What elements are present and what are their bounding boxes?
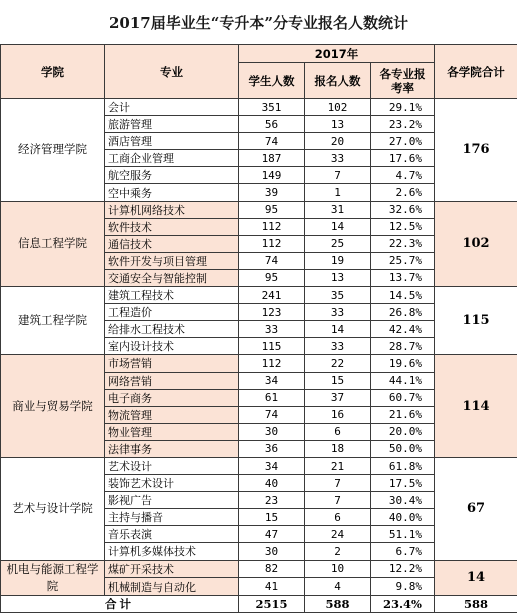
college-name: 机电与能源工程学院 [1, 560, 105, 595]
student-count: 39 [239, 184, 305, 201]
major-name: 会计 [105, 99, 239, 116]
application-rate: 60.7% [371, 389, 435, 406]
applicant-count: 2 [305, 543, 371, 560]
application-rate: 30.4% [371, 492, 435, 509]
summary-total: 588 [435, 596, 517, 613]
applicant-count: 35 [305, 287, 371, 304]
applicant-count: 20 [305, 133, 371, 150]
student-count: 47 [239, 526, 305, 543]
application-rate: 42.4% [371, 321, 435, 338]
student-count: 61 [239, 389, 305, 406]
student-count: 112 [239, 355, 305, 372]
applicant-count: 31 [305, 201, 371, 218]
major-name: 网络营销 [105, 372, 239, 389]
applicant-count: 7 [305, 167, 371, 184]
header-year: 2017年 [239, 45, 435, 63]
application-rate: 44.1% [371, 372, 435, 389]
application-rate: 2.6% [371, 184, 435, 201]
application-rate: 61.8% [371, 457, 435, 474]
applicant-count: 37 [305, 389, 371, 406]
application-rate: 22.3% [371, 235, 435, 252]
college-total: 67 [435, 457, 517, 560]
applicant-count: 1 [305, 184, 371, 201]
college-name: 商业与贸易学院 [1, 355, 105, 458]
student-count: 41 [239, 578, 305, 596]
student-count: 23 [239, 492, 305, 509]
applicant-count: 6 [305, 509, 371, 526]
major-name: 电子商务 [105, 389, 239, 406]
applicant-count: 18 [305, 440, 371, 457]
table-body [1, 99, 517, 596]
major-name: 物业管理 [105, 423, 239, 440]
applicant-count: 33 [305, 150, 371, 167]
table-row [1, 355, 517, 372]
major-name: 艺术设计 [105, 457, 239, 474]
application-rate: 27.0% [371, 133, 435, 150]
applicant-count: 10 [305, 560, 371, 578]
header-college: 学院 [1, 45, 105, 99]
applicant-count: 6 [305, 423, 371, 440]
applicant-count: 13 [305, 116, 371, 133]
table-row [1, 201, 517, 218]
major-name: 酒店管理 [105, 133, 239, 150]
header-major: 专业 [105, 45, 239, 99]
application-rate: 51.1% [371, 526, 435, 543]
student-count: 95 [239, 269, 305, 286]
application-rate: 25.7% [371, 252, 435, 269]
student-count: 123 [239, 304, 305, 321]
college-name: 建筑工程学院 [1, 287, 105, 355]
application-rate: 50.0% [371, 440, 435, 457]
major-name: 通信技术 [105, 235, 239, 252]
student-count: 56 [239, 116, 305, 133]
student-count: 74 [239, 406, 305, 423]
student-count: 15 [239, 509, 305, 526]
table-row [1, 287, 517, 304]
college-name: 艺术与设计学院 [1, 457, 105, 560]
summary-applicants: 588 [305, 596, 371, 613]
major-name: 计算机多媒体技术 [105, 543, 239, 560]
student-count: 36 [239, 440, 305, 457]
application-rate: 40.0% [371, 509, 435, 526]
applicant-count: 4 [305, 578, 371, 596]
major-name: 空中乘务 [105, 184, 239, 201]
student-count: 112 [239, 235, 305, 252]
applicant-count: 25 [305, 235, 371, 252]
student-count: 33 [239, 321, 305, 338]
applicant-count: 15 [305, 372, 371, 389]
major-name: 物流管理 [105, 406, 239, 423]
major-name: 给排水工程技术 [105, 321, 239, 338]
table-row [1, 457, 517, 474]
student-count: 30 [239, 543, 305, 560]
college-name: 信息工程学院 [1, 201, 105, 286]
student-count: 82 [239, 560, 305, 578]
application-rate: 20.0% [371, 423, 435, 440]
major-name: 交通安全与智能控制 [105, 269, 239, 286]
student-count: 115 [239, 338, 305, 355]
applicant-count: 7 [305, 492, 371, 509]
header-rate: 各专业报考率 [371, 63, 435, 99]
summary-rate: 23.4% [371, 596, 435, 613]
application-rate: 29.1% [371, 99, 435, 116]
major-name: 航空服务 [105, 167, 239, 184]
student-count: 241 [239, 287, 305, 304]
major-name: 装饰艺术设计 [105, 475, 239, 492]
applicant-count: 21 [305, 457, 371, 474]
major-name: 市场营销 [105, 355, 239, 372]
applicant-count: 22 [305, 355, 371, 372]
application-rate: 28.7% [371, 338, 435, 355]
major-name: 法律事务 [105, 440, 239, 457]
major-name: 计算机网络技术 [105, 201, 239, 218]
application-rate: 9.8% [371, 578, 435, 596]
application-rate: 32.6% [371, 201, 435, 218]
application-rate: 21.6% [371, 406, 435, 423]
header-college-total: 各学院合计 [435, 45, 517, 99]
applicant-count: 16 [305, 406, 371, 423]
student-count: 34 [239, 372, 305, 389]
application-rate: 17.6% [371, 150, 435, 167]
application-rate: 6.7% [371, 543, 435, 560]
student-count: 95 [239, 201, 305, 218]
major-name: 煤矿开采技术 [105, 560, 239, 578]
summary-students: 2515 [239, 596, 305, 613]
application-rate: 19.6% [371, 355, 435, 372]
student-count: 40 [239, 475, 305, 492]
applicant-count: 19 [305, 252, 371, 269]
major-name: 软件开发与项目管理 [105, 252, 239, 269]
application-rate: 17.5% [371, 475, 435, 492]
college-total: 176 [435, 99, 517, 202]
college-total: 102 [435, 201, 517, 286]
major-name: 音乐表演 [105, 526, 239, 543]
student-count: 149 [239, 167, 305, 184]
college-name: 经济管理学院 [1, 99, 105, 202]
applicant-count: 24 [305, 526, 371, 543]
major-name: 工商企业管理 [105, 150, 239, 167]
major-name: 室内设计技术 [105, 338, 239, 355]
application-rate: 26.8% [371, 304, 435, 321]
applicant-count: 33 [305, 304, 371, 321]
major-name: 建筑工程技术 [105, 287, 239, 304]
enrollment-stats-table [0, 44, 517, 613]
student-count: 351 [239, 99, 305, 116]
major-name: 主持与播音 [105, 509, 239, 526]
summary-row [1, 596, 517, 613]
major-name: 工程造价 [105, 304, 239, 321]
applicant-count: 14 [305, 218, 371, 235]
applicant-count: 13 [305, 269, 371, 286]
applicant-count: 33 [305, 338, 371, 355]
major-name: 影视广告 [105, 492, 239, 509]
student-count: 30 [239, 423, 305, 440]
application-rate: 12.2% [371, 560, 435, 578]
summary-label: 合计 [1, 596, 239, 613]
student-count: 74 [239, 133, 305, 150]
application-rate: 23.2% [371, 116, 435, 133]
college-total: 115 [435, 287, 517, 355]
application-rate: 12.5% [371, 218, 435, 235]
header-applicants: 报名人数 [305, 63, 371, 99]
sheet-title: 2017届毕业生“专升本”分专业报名人数统计 [0, 0, 517, 45]
header-students: 学生人数 [239, 63, 305, 99]
student-count: 187 [239, 150, 305, 167]
applicant-count: 102 [305, 99, 371, 116]
major-name: 软件技术 [105, 218, 239, 235]
applicant-count: 7 [305, 475, 371, 492]
application-rate: 14.5% [371, 287, 435, 304]
applicant-count: 14 [305, 321, 371, 338]
table-row [1, 99, 517, 116]
college-total: 114 [435, 355, 517, 458]
student-count: 74 [239, 252, 305, 269]
major-name: 旅游管理 [105, 116, 239, 133]
table-row [1, 560, 517, 578]
student-count: 34 [239, 457, 305, 474]
major-name: 机械制造与自动化 [105, 578, 239, 596]
application-rate: 13.7% [371, 269, 435, 286]
college-total: 14 [435, 560, 517, 595]
student-count: 112 [239, 218, 305, 235]
application-rate: 4.7% [371, 167, 435, 184]
